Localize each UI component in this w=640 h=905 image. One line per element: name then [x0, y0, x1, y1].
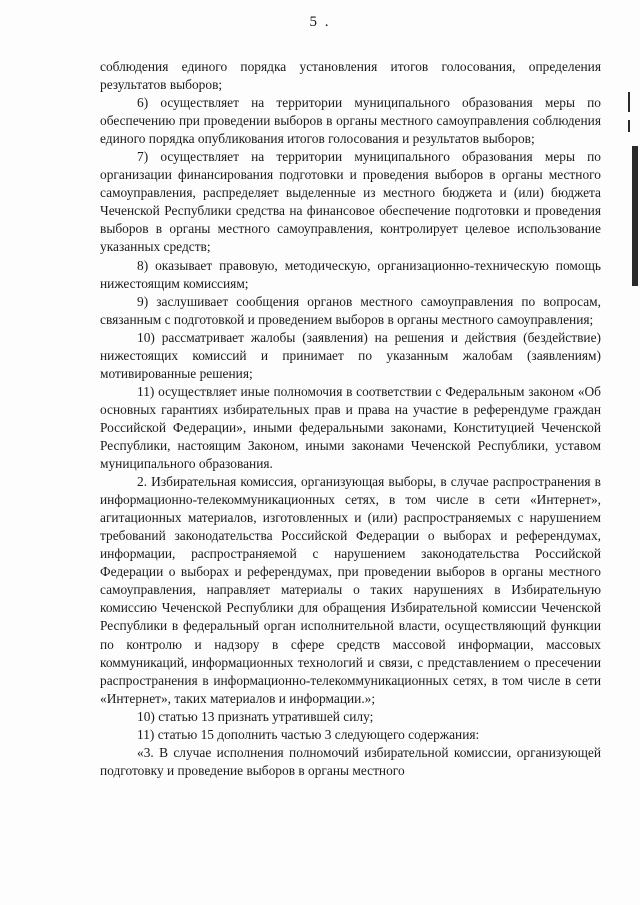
- document-text: [100, 58, 601, 780]
- paragraph-item-10: 10) рассматривает жалобы (заявления) на решения и действия (бездействие) нижестоящих комиссий и принимает по указанным жалобам (заявлениям) мотивированные решения;: [100, 329, 601, 381]
- paragraph-quoted-part-3: «3. В случае исполнения полномочий избирательной комиссии, организующей подготовку и проведение выборов в органы местного: [100, 744, 601, 778]
- scan-edge-mark: [628, 120, 630, 132]
- paragraph-item-9: 9) заслушивает сообщения органов местного самоуправления по вопросам, связанным с подготовкой и проведением выборов в органы местного самоуправления;: [100, 293, 601, 327]
- paragraph-item-7: 7) осуществляет на территории муниципального образования меры по организации финансирования подготовки и проведения выборов в органы местного самоуправления, распределяет выделенные из местного бюджета и (или) бюджета Чеченской Республики средства на финансовое обеспечение подготовки и проведения выборов в органы местного самоуправления, контролирует целевое использование указанных средств;: [100, 149, 601, 255]
- paragraph-part-2: 2. Избирательная комиссия, организующая выборы, в случае распространения в информационно-телекоммуникационных сетях, в том числе в сети «Интернет», агитационных материалов, изготовленных и (или) распространяемых с нарушением требований законодательства Российской Федерации о выборах и референдумах, информации, распространяемой с нарушением законодательства Российской Федерации о выборах и референдумах, при проведении выборов в органы местного самоуправления, направляет материалы о таких нарушениях в Избирательную комиссию Чеченской Республики для обращения Избирательной комиссии Чеченской Республики в федеральный орган исполнительной власти, осуществляющий функции по контролю и надзору в сфере средств массовой информации, массовых коммуникаций, информационных технологий и связи, с представлением о пресечении распространения в информационно-телекоммуникационных сетях, в том числе в сети «Интернет», таких материалов и информации.»;: [100, 474, 601, 706]
- page-number: 5 .: [309, 14, 331, 30]
- paragraph-amendment-10: 10) статью 13 признать утратившей силу;: [137, 708, 374, 724]
- paragraph-amendment-11: 11) статью 15 дополнить частью 3 следующего содержания:: [137, 726, 480, 742]
- paragraph-item-8: 8) оказывает правовую, методическую, организационно-техническую помощь нижестоящим комиссиям;: [100, 257, 601, 291]
- paragraph-item-11: 11) осуществляет иные полномочия в соответствии с Федеральным законом «Об основных гарантиях избирательных прав и права на участие в референдуме граждан Российской Федерации», иными федеральными законами, Конституцией Чеченской Республики, настоящим Законом, иными законами Чеченской Республики, уставом муниципального образования.: [100, 383, 601, 472]
- scan-edge-mark: [632, 146, 638, 286]
- paragraph-continuation: соблюдения единого порядка установления итогов голосования, определения результатов выборов;: [100, 59, 601, 93]
- scan-edge-mark: [628, 92, 630, 112]
- paragraph-item-6: 6) осуществляет на территории муниципального образования меры по обеспечению при проведении выборов в органы местного самоуправления соблюдения единого порядка опубликования итогов голосования и результатов выборов;: [100, 95, 601, 147]
